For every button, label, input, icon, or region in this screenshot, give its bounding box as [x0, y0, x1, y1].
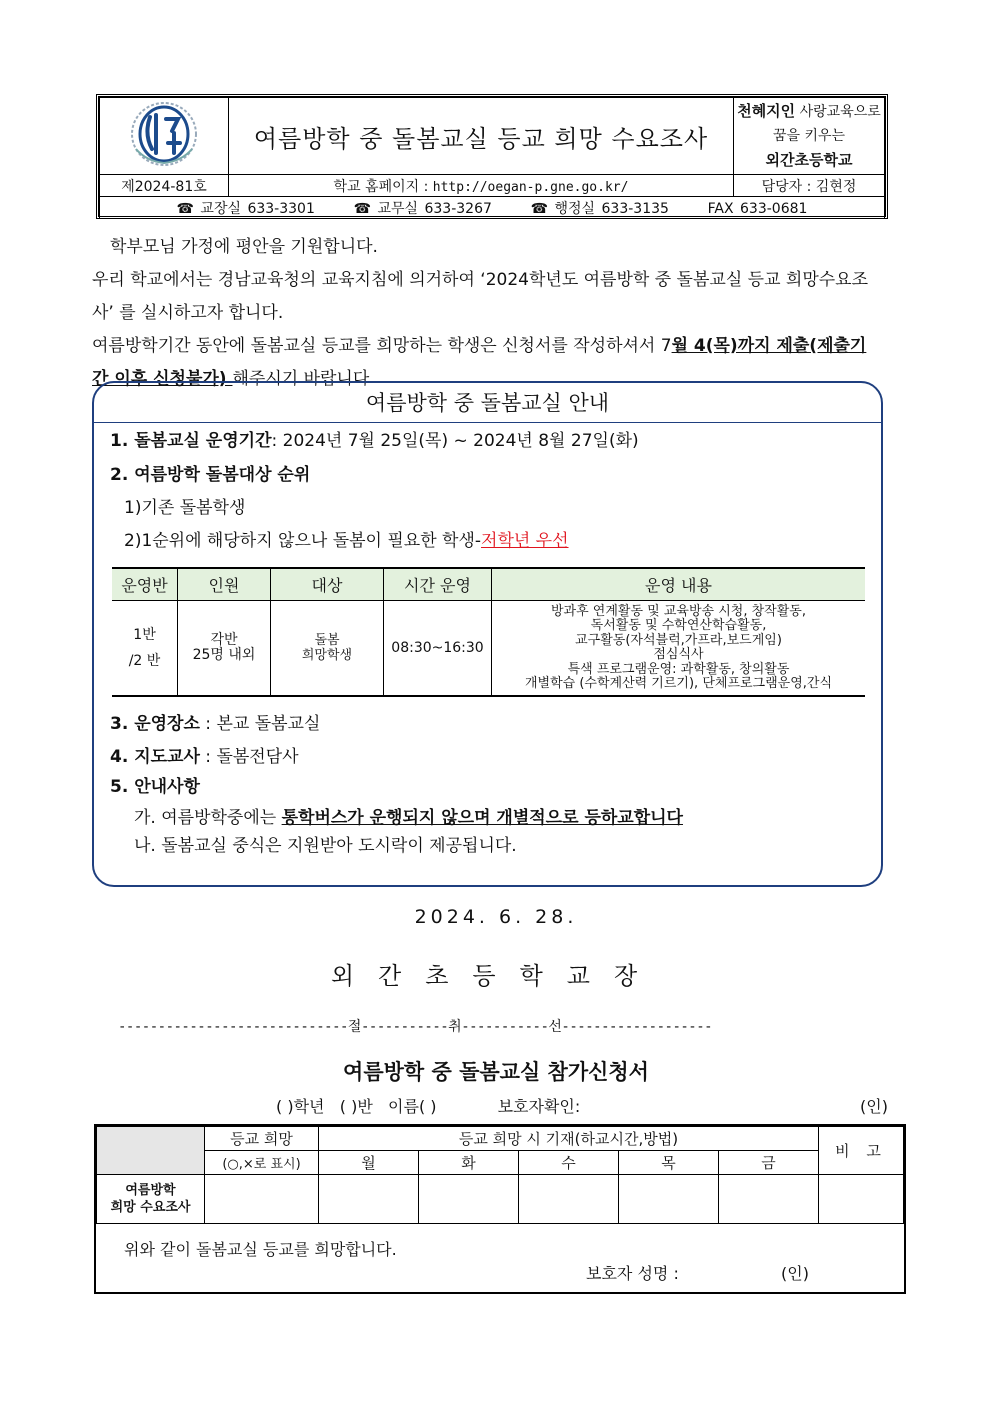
cell-target — [271, 601, 384, 697]
deadline-emphasis: 월 4(목)까지 제출(제출기간 이후 신청불가) — [92, 336, 867, 389]
days-header: 등교 희망 시 기재(하교시간,방법) — [319, 1127, 819, 1151]
deadline-text-a: 여름방학기간 동안에 돌봄교실 등교를 희망하는 학생은 신청서를 작성하셔서 7 — [92, 336, 672, 356]
cell-class — [112, 601, 178, 697]
intro-text — [92, 231, 882, 396]
col-target: 대상 — [271, 568, 384, 601]
page-title: 여름방학 중 돌봄교실 등교 희망 수요조사 — [229, 98, 734, 175]
day-mon: 월 — [319, 1151, 419, 1175]
guardian-sign-label: 보호자 성명 : — [586, 1264, 679, 1283]
content-line: 방과후 연계활동 및 교육방송 시청, 창작활동, — [551, 603, 806, 619]
wed-input-cell[interactable] — [519, 1175, 619, 1224]
guide-box — [92, 381, 883, 887]
content-line: 독서활동 및 수학연산학습활동, — [590, 618, 767, 633]
phone-teachers-office: ☎ 교무실 633-3267 — [353, 200, 492, 217]
remark-header: 비 고 — [819, 1127, 904, 1175]
guardian-sign-seal: (인) — [781, 1264, 809, 1283]
priority-label: 2. 여름방학 돌봄대상 순위 — [110, 465, 311, 485]
cell-content — [492, 601, 866, 697]
intro-purpose: 우리 학교에서는 경남교육청의 교육지침에 의거하여 ‘2024학년도 여름방학 중 돌봄교실 등교 희망수요조사’ 를 실시하고자 합니다. — [92, 270, 869, 323]
application-table — [94, 1124, 906, 1294]
doc-number: 제2024-81호 — [100, 175, 229, 197]
intro-greeting: 학부모님 가정에 평안을 기원합니다. — [110, 237, 378, 257]
hope-note: (○,×로 표시) — [205, 1151, 319, 1175]
col-people: 인원 — [178, 568, 271, 601]
mon-input-cell[interactable] — [319, 1175, 419, 1224]
table-row — [112, 601, 865, 697]
col-hope-header: 등교 희망 — [205, 1127, 319, 1151]
period-label: 1. 돌봄교실 운영기간 — [110, 431, 272, 451]
phone-principal: ☎ 교장실 633-3301 — [176, 200, 315, 217]
day-tue: 화 — [419, 1151, 519, 1175]
guide-item-notes — [110, 772, 200, 797]
homepage-link[interactable]: http://oegan-p.gne.go.kr/ — [432, 179, 629, 195]
row-label — [97, 1175, 205, 1224]
school-emblem-icon — [122, 99, 206, 169]
school-name: 외간초등학교 — [765, 151, 853, 169]
motto-bold: 천혜지인 — [737, 102, 796, 120]
confirm-text: 위와 같이 돌봄교실 등교를 희망합니다. — [124, 1240, 397, 1259]
name-field[interactable]: 이름( ) — [388, 1097, 437, 1116]
confirm-area — [96, 1225, 904, 1292]
target-line2: 희망학생 — [301, 648, 353, 663]
content-line: 특색 프로그램운영: 과학활동, 창의활동 — [567, 661, 790, 677]
place-label: 3. 운영장소 — [110, 714, 200, 734]
remark-input-cell[interactable] — [819, 1175, 904, 1224]
col-class: 운영반 — [112, 568, 178, 601]
tue-input-cell[interactable] — [419, 1175, 519, 1224]
col-time: 시간 운영 — [384, 568, 492, 601]
guardian-sign-line — [586, 1261, 809, 1284]
guardian-confirm-label: 보호자확인: — [497, 1097, 581, 1116]
cell-people — [178, 601, 271, 697]
document-header — [96, 94, 888, 219]
fri-input-cell[interactable] — [719, 1175, 819, 1224]
form-fields — [276, 1094, 580, 1117]
target-line1: 돌봄 — [314, 633, 340, 648]
motto-line2: 꿈을 키우는 — [772, 128, 846, 144]
teacher-label: 4. 지도교사 — [110, 747, 200, 767]
note-a-emphasis: 통학버스가 운행되지 않으며 개별적으로 등하교합니다 — [281, 808, 683, 828]
manager-info: 담당자 : 김현정 — [734, 175, 885, 197]
thu-input-cell[interactable] — [619, 1175, 719, 1224]
content-line: 점심식사 — [653, 647, 704, 662]
guide-divider — [94, 422, 881, 423]
principal-signature: 외간초등학교장 — [330, 962, 662, 990]
school-logo — [100, 98, 229, 175]
day-fri: 금 — [719, 1151, 819, 1175]
note-a-prefix: 가. 여름방학중에는 — [134, 808, 282, 828]
guide-title: 여름방학 중 돌봄교실 안내 — [365, 391, 610, 415]
priority-2 — [124, 526, 569, 551]
guide-item-period — [110, 426, 639, 451]
cut-line: -----------------------------절-----------취-----------선------------------- — [118, 1019, 713, 1035]
note-b: 나. 돌봄교실 중식은 지원받아 도시락이 제공됩니다. — [134, 836, 517, 856]
grade-field[interactable]: ( )학년 — [276, 1097, 325, 1116]
note-a — [134, 803, 683, 828]
deadline-text-c: 해주시기 바랍니다 — [232, 369, 370, 389]
guide-item-teacher — [110, 742, 299, 767]
day-wed: 수 — [519, 1151, 619, 1175]
issue-date: 2024. 6. 28. — [414, 906, 578, 928]
school-motto — [734, 98, 885, 175]
guide-item-priority — [110, 460, 310, 485]
phone-list — [100, 197, 885, 219]
class-field[interactable]: ( )반 — [339, 1097, 373, 1116]
row-label-1: 여름방학 — [125, 1183, 176, 1198]
people-line2: 25명 내외 — [192, 647, 256, 663]
place-value: : 본교 돌봄교실 — [199, 714, 321, 734]
homepage-info — [229, 175, 734, 197]
priority-2-emphasis: 저학년 우선 — [481, 531, 569, 551]
cell-time: 08:30~16:30 — [384, 601, 492, 697]
people-line1: 각반 — [210, 632, 238, 648]
class-line1: 1반 — [133, 627, 156, 643]
row-label-2: 희망 수요조사 — [110, 1200, 191, 1215]
form-title: 여름방학 중 돌봄교실 참가신청서 — [343, 1060, 649, 1084]
day-thu: 목 — [619, 1151, 719, 1175]
hope-input-cell[interactable] — [205, 1175, 319, 1224]
schedule-table — [112, 567, 865, 697]
phone-admin-office: ☎ 행정실 633-3135 — [530, 200, 669, 217]
priority-2-text: 2)1순위에 해당하지 않으나 돌봄이 필요한 학생- — [124, 531, 482, 551]
content-line: 교구활동(자석블럭,가프라,보드게임) — [575, 632, 782, 648]
motto-line1: 사랑교육으로 — [795, 104, 881, 120]
col-content: 운영 내용 — [492, 568, 866, 601]
priority-1: 1)기존 돌봄학생 — [124, 498, 246, 518]
content-line: 개별학습 (수학계산력 기르기), 단체프로그램운영,간식 — [524, 676, 833, 691]
period-value: : 2024년 7월 25일(목) ~ 2024년 8월 27일(화) — [271, 431, 639, 451]
guardian-seal: (인) — [860, 1097, 888, 1116]
homepage-label: 학교 홈페이지 : — [333, 178, 433, 195]
teacher-value: : 돌봄전담사 — [199, 747, 299, 767]
corner-cell — [97, 1127, 205, 1175]
schedule-header-row — [112, 568, 865, 601]
class-line2: /2 반 — [128, 653, 161, 669]
notes-label: 5. 안내사항 — [110, 777, 200, 797]
fax-number: FAX 633-0681 — [707, 200, 808, 217]
guide-item-place — [110, 709, 320, 734]
